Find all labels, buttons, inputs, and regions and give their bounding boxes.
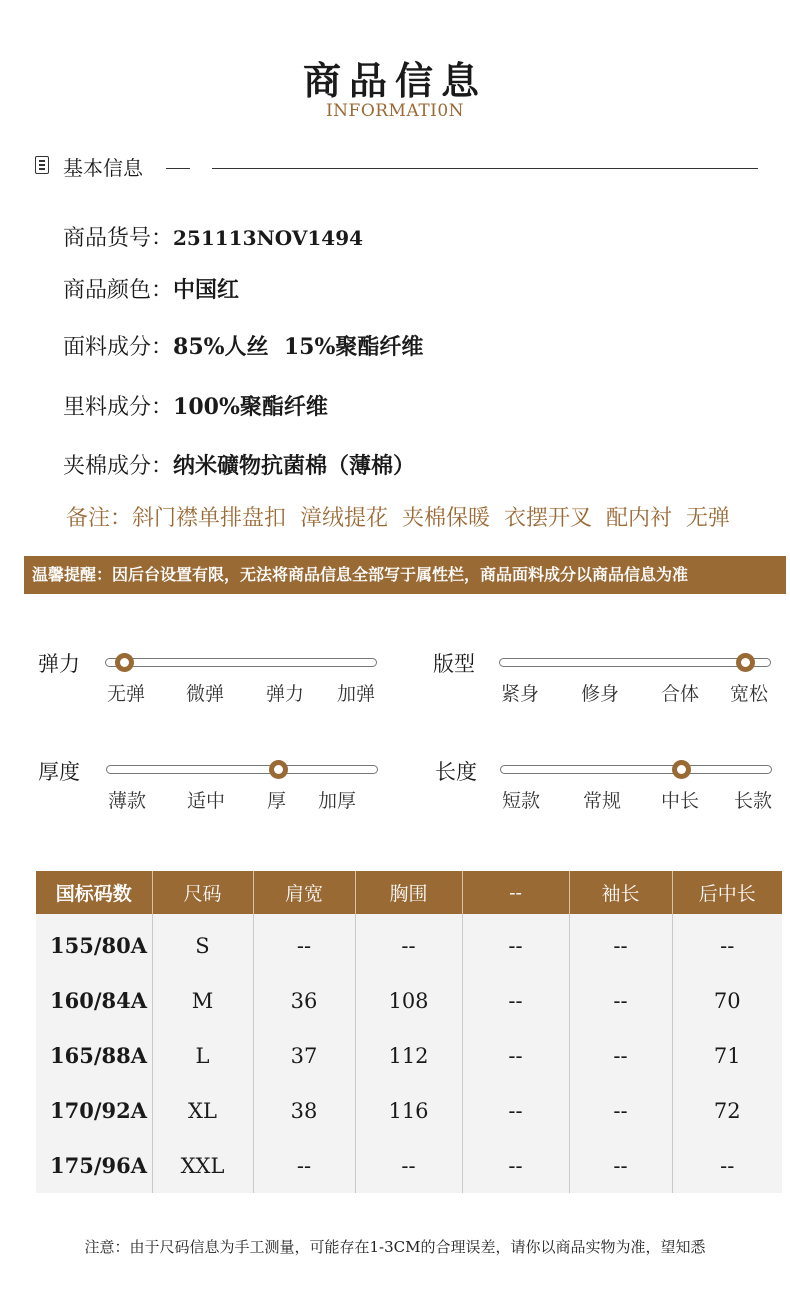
section-divider — [212, 168, 758, 169]
length-track — [500, 765, 772, 774]
column-header: 胸围 — [355, 871, 462, 914]
table-cell: -- — [462, 1138, 569, 1193]
table-cell: -- — [569, 914, 672, 973]
page-subtitle: INFORMATI0N — [325, 101, 465, 121]
table-cell: 165/88A — [36, 1028, 152, 1083]
info-row-padding — [63, 449, 415, 480]
table-cell: -- — [462, 1083, 569, 1138]
table-cell: -- — [462, 1028, 569, 1083]
slider-label-length: 长度 — [435, 760, 477, 784]
info-value: 251113NOV1494 — [173, 226, 364, 250]
table-cell: -- — [462, 973, 569, 1028]
fit-track — [499, 658, 771, 667]
table-cell: 170/92A — [36, 1083, 152, 1138]
table-header-row — [36, 871, 782, 914]
measurement-note: 注意：由于尺码信息为手工测量，可能存在1-3CM的合理误差，请你以商品实物为准，望知悉 — [84, 1238, 706, 1256]
document-icon — [35, 156, 49, 174]
info-value: 纳米礦物抗菌棉（薄棉） — [173, 453, 416, 479]
table-cell: -- — [569, 973, 672, 1028]
slider-option: 长款 — [734, 790, 773, 812]
info-row-fabric — [63, 330, 423, 361]
slider-option: 中长 — [661, 790, 700, 812]
table-cell: 155/80A — [36, 914, 152, 973]
table-cell: 108 — [355, 973, 462, 1028]
slider-option: 合体 — [661, 683, 700, 705]
info-row-sku — [63, 221, 363, 252]
table-cell: 72 — [672, 1083, 782, 1138]
table-cell: -- — [355, 914, 462, 973]
section-title: 基本信息 — [63, 156, 143, 180]
slider-option: 弹力 — [266, 683, 305, 705]
column-header: 国标码数 — [36, 871, 152, 914]
table-row — [36, 1083, 782, 1138]
table-cell: -- — [569, 1138, 672, 1193]
info-value: 85%人丝 15%聚酯纤维 — [173, 334, 424, 360]
table-cell: -- — [355, 1138, 462, 1193]
slider-option: 紧身 — [501, 683, 540, 705]
info-label: 夹棉成分： — [63, 454, 174, 479]
slider-option: 修身 — [581, 683, 620, 705]
slider-label-elasticity: 弹力 — [38, 652, 80, 676]
slider-option: 薄款 — [108, 790, 147, 812]
reminder-banner: 温馨提醒：因后台设置有限，无法将商品信息全部写于属性栏，商品面料成分以商品信息为准 — [24, 556, 786, 594]
slider-label-thickness: 厚度 — [38, 760, 80, 784]
slider-option: 加弹 — [337, 683, 376, 705]
info-value: 中国红 — [173, 277, 240, 303]
size-table — [36, 871, 782, 1193]
elasticity-track — [105, 658, 377, 667]
slider-option: 短款 — [502, 790, 541, 812]
info-label: 商品货号： — [63, 226, 174, 251]
table-row — [36, 914, 782, 973]
table-cell: 112 — [355, 1028, 462, 1083]
info-row-lining — [63, 390, 328, 421]
table-cell: S — [152, 914, 253, 973]
table-cell: 175/96A — [36, 1138, 152, 1193]
info-row-color — [63, 273, 239, 304]
table-cell: 37 — [253, 1028, 355, 1083]
table-cell: -- — [672, 914, 782, 973]
table-cell: -- — [672, 1138, 782, 1193]
column-header: 肩宽 — [253, 871, 355, 914]
slider-option: 微弹 — [186, 683, 225, 705]
table-cell: -- — [569, 1083, 672, 1138]
table-row — [36, 1028, 782, 1083]
thickness-track — [106, 765, 378, 774]
table-cell: 38 — [253, 1083, 355, 1138]
table-cell: 160/84A — [36, 973, 152, 1028]
column-header: -- — [462, 871, 569, 914]
page-title: 商品信息 — [302, 58, 487, 103]
table-row — [36, 1138, 782, 1193]
slider-option: 适中 — [187, 790, 226, 812]
table-cell: M — [152, 973, 253, 1028]
table-row — [36, 973, 782, 1028]
column-header: 袖长 — [569, 871, 672, 914]
slider-option: 常规 — [583, 790, 622, 812]
table-cell: L — [152, 1028, 253, 1083]
table-cell: 36 — [253, 973, 355, 1028]
table-cell: XXL — [152, 1138, 253, 1193]
length-indicator — [672, 760, 691, 779]
table-cell: -- — [462, 914, 569, 973]
slider-label-fit: 版型 — [433, 652, 475, 676]
slider-option: 宽松 — [730, 683, 769, 705]
info-value: 100%聚酯纤维 — [173, 394, 328, 420]
table-cell: 70 — [672, 973, 782, 1028]
slider-option: 无弹 — [107, 683, 146, 705]
fit-indicator — [736, 653, 755, 672]
column-header: 尺码 — [152, 871, 253, 914]
column-header: 后中长 — [672, 871, 782, 914]
info-label: 商品颜色： — [63, 278, 174, 303]
thickness-indicator — [269, 760, 288, 779]
table-cell: -- — [253, 914, 355, 973]
slider-option: 厚 — [267, 790, 287, 812]
table-cell: 116 — [355, 1083, 462, 1138]
slider-option: 加厚 — [318, 790, 357, 812]
remark-text: 备注：斜门襟单排盘扣 漳绒提花 夹棉保暖 衣摆开叉 配内衬 无弹 — [66, 506, 730, 531]
section-dash — [166, 168, 190, 169]
table-cell: 71 — [672, 1028, 782, 1083]
elasticity-indicator — [115, 653, 134, 672]
info-label: 面料成分： — [63, 335, 174, 360]
info-label: 里料成分： — [63, 395, 174, 420]
table-cell: -- — [253, 1138, 355, 1193]
table-cell: XL — [152, 1083, 253, 1138]
table-cell: -- — [569, 1028, 672, 1083]
